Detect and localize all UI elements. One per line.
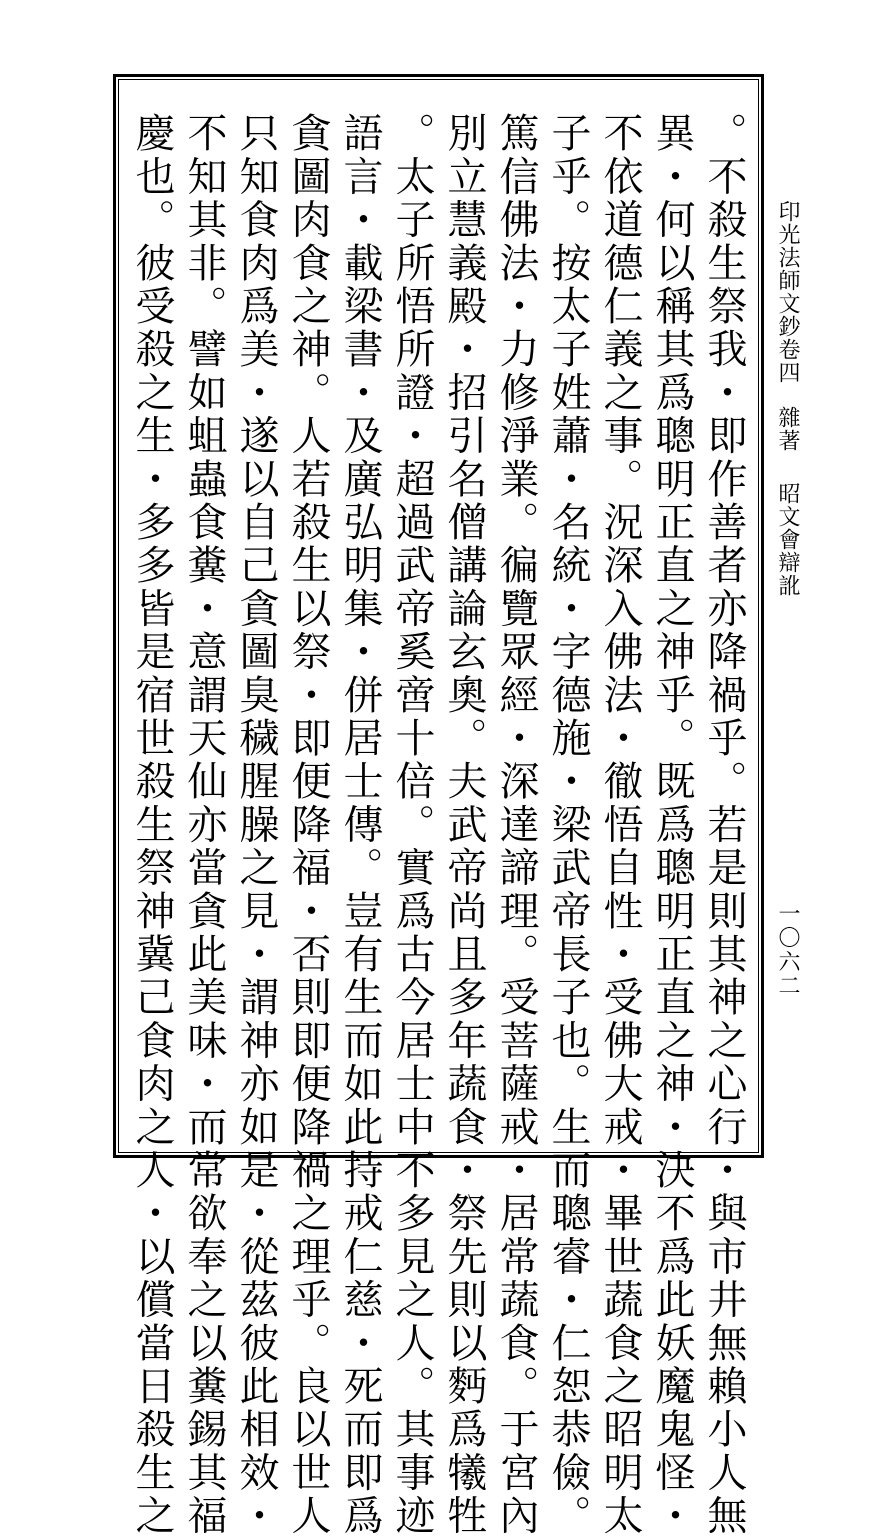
text-column-6: 別立慧義殿・招引名僧講論玄奧。夫武帝尚且多年蔬食・祭先則以麪爲犧牲: [441, 112, 487, 1538]
text-column-1: 。不殺生祭我・即作善者亦降禍乎。若是則其神之心行・與市井無賴小人無: [701, 112, 747, 1538]
text-column-8: 語言・載梁書・及廣弘明集・併居士傳。豈有生而如此持戒仁慈・死而即爲: [337, 112, 383, 1538]
text-column-2: 異・何以稱其爲聰明正直之神乎。既爲聰明正直之神・決不爲此妖魔鬼怪・: [649, 112, 695, 1538]
text-column-4: 子乎。按太子姓蕭・名統・字德施・梁武帝長子也。生而聰睿・仁恕恭儉。: [545, 112, 591, 1538]
running-header: [776, 200, 798, 597]
text-column-3: 不依道德仁義之事。況深入佛法・徹悟自性・受佛大戒・畢世蔬食之昭明太: [597, 112, 643, 1538]
section-title: 雜著: [775, 406, 800, 452]
text-column-11: 不知其非。譬如蛆蟲食糞・意謂天仙亦當貪此美味・而常欲奉之以糞錫其福: [181, 112, 227, 1538]
book-title: 印光法師文鈔卷四: [775, 200, 800, 384]
text-column-12: 慶也。彼受殺之生・多多皆是宿世殺生祭神冀己食肉之人・以償當日殺生之: [129, 112, 175, 1538]
text-column-10: 只知食肉爲美・遂以自己貪圖臭穢腥臊之見・謂神亦如是・從茲彼此相效・: [233, 112, 279, 1538]
article-title: 昭文會辯訛: [775, 482, 800, 597]
text-column-7: 。太子所悟所證・超過武帝奚啻十倍。實爲古今居士中不多見之人。其事迹: [389, 112, 435, 1538]
page-number: 一〇六二: [775, 902, 800, 998]
text-column-5: 篤信佛法・力修淨業。徧覽眾經・深達諦理。受菩薩戒・居常蔬食。于宮內: [493, 112, 539, 1538]
text-column-9: 貪圖肉食之神。人若殺生以祭・即便降福・否則即便降禍之理乎。良以世人: [285, 112, 331, 1538]
